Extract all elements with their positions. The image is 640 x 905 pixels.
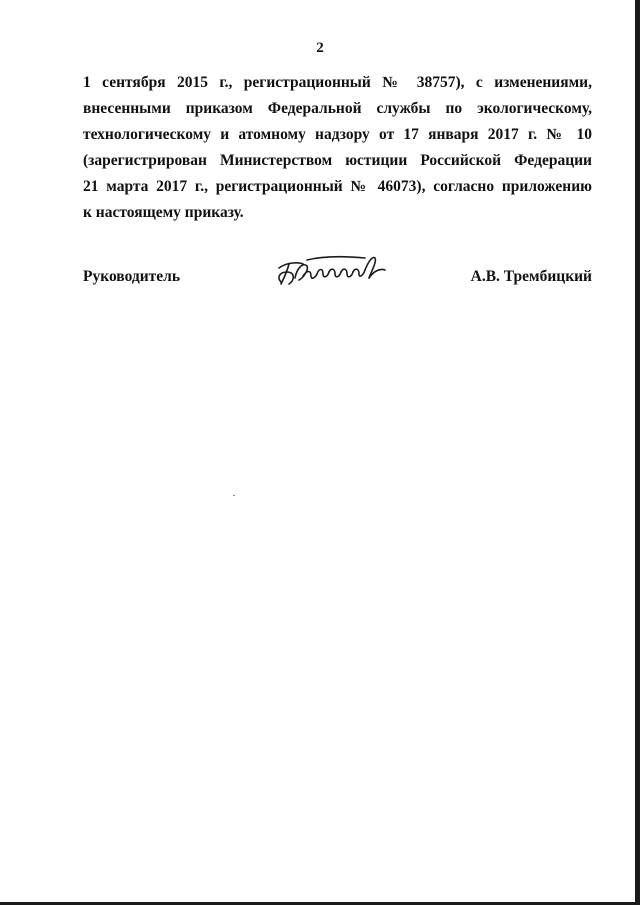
scan-speck [233,495,235,496]
body-line: 21 марта 2017 г., регистрационный № 46073), согласно приложению [83,178,592,195]
body-line: 1 сентября 2015 г., регистрационный № 38757), с изменениями, [83,74,592,91]
body-line: внесенными приказом Федеральной службы по экологическому, [83,100,592,117]
body-paragraph [83,70,592,226]
signer-name: А.В. Трембицкий [470,268,592,285]
handwritten-signature [273,248,393,298]
scan-edge-right [635,0,640,905]
body-line: технологическому и атомному надзору от 17 января 2017 г. № 10 [83,126,592,143]
body-line: к настоящему приказу. [83,204,244,221]
signature-block [83,262,592,292]
page-number: 2 [316,40,324,56]
body-line: (зарегистрирован Министерством юстиции Российской Федерации [83,152,592,169]
signer-title: Руководитель [83,268,181,285]
